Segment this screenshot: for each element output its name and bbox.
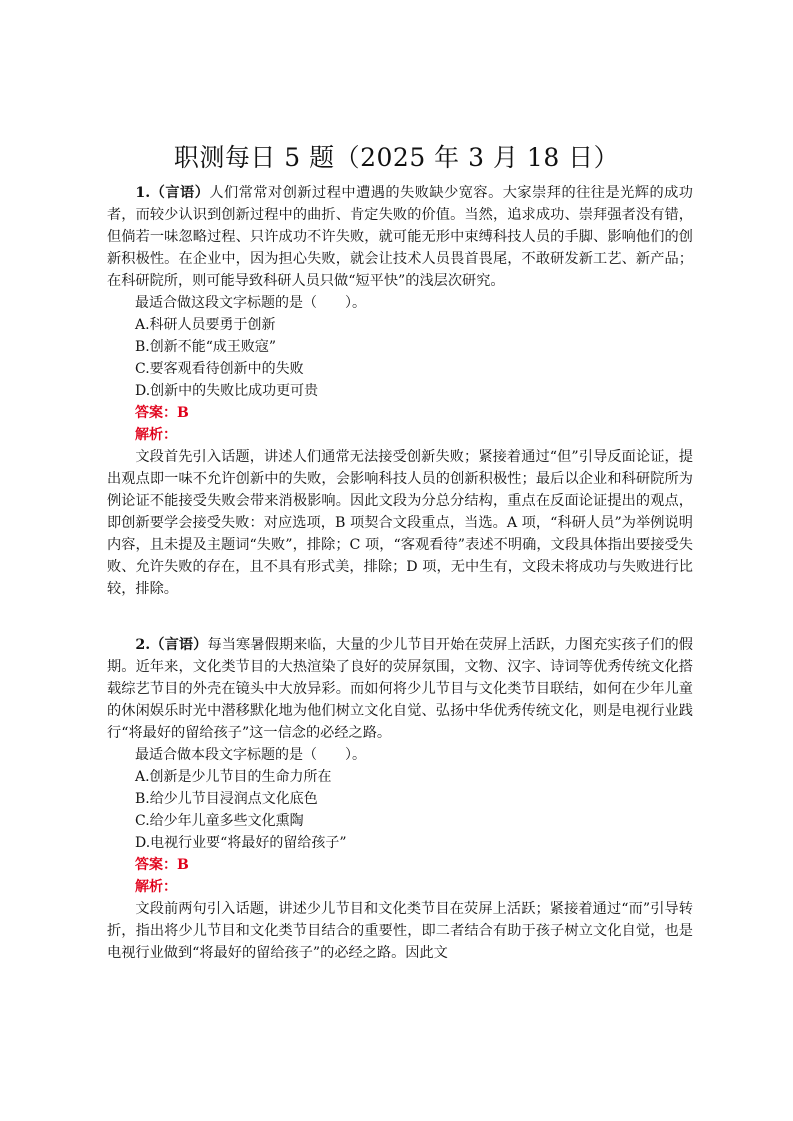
analysis-text: 文段首先引入话题，讲述人们通常无法接受创新失败；紧接着通过“但”引导反面论证，提出观点即一味不允许创新中的失败，会影响科技人员的创新积极性；最后以企业和科研院所为例论证不能接受失败会带来消极影响。因此文段为分总分结构，重点在反面论证提出的观点，即创新要学会接受失败：对应选项，B 项契合文段重点，当选。A 项，“科研人员”为举例说明内容，且未提及主题词“失败”，排除；C 项，“客观看待”表述不明确，文段具体指出要接受失败、允许失败的存在，且不具有形式美，排除；D 项，无中生有，文段未将成功与失败进行比较，排除。 <box>107 449 693 597</box>
question-1 <box>107 182 693 600</box>
stem-text: 每当寒暑假期来临，大量的少儿节目开始在荧屏上活跃，力图充实孩子们的假期。近年来，文化类节目的大热渲染了良好的荧屏氛围，文物、汉字、诗词等优秀传统文化搭载综艺节目的外壳在镜头中大放异彩。而如何将少儿节目与文化类节目联结，如何在少年儿童的休闲娱乐时光中潜移默化地为他们树立文化自觉、弘扬中华优秀传统文化，则是电视行业践行“将最好的留给孩子”这一信念的必经之路。 <box>107 637 693 741</box>
question-prompt: 最适合做本段文字标题的是（ ）。 <box>135 747 366 763</box>
option-c: C.给少年儿童多些文化熏陶 <box>135 813 304 829</box>
analysis-text: 文段前两句引入话题，讲述少儿节目和文化类节目在荧屏上活跃；紧接着通过“而”引导转折，指出将少儿节目和文化类节目结合的重要性，即二者结合有助于孩子树立文化自觉，也是电视行业做到“将最好的留给孩子”的必经之路。因此文 <box>107 901 693 961</box>
option-a: A.创新是少儿节目的生命力所在 <box>135 769 332 785</box>
analysis-label: 解析： <box>135 879 177 895</box>
option-c: C.要客观看待创新中的失败 <box>135 361 304 377</box>
answer-label: 答案：B <box>135 857 189 873</box>
option-b: B.给少儿节目浸润点文化底色 <box>135 791 318 807</box>
analysis-label: 解析： <box>135 427 177 443</box>
question-number: 2. <box>135 637 151 653</box>
question-stem <box>107 634 693 744</box>
page-title: 职测每日 5 题（2025 年 3 月 18 日） <box>173 143 620 172</box>
option-a: A.科研人员要勇于创新 <box>135 317 276 333</box>
option-d: D.创新中的失败比成功更可贵 <box>135 383 319 399</box>
question-tag: （言语） <box>150 185 210 201</box>
stem-text: 人们常常对创新过程中遭遇的失败缺少宽容。大家崇拜的往往是光辉的成功者，而较少认识到创新过程中的曲折、肯定失败的价值。当然，追求成功、崇拜强者没有错，但倘若一味忽略过程、只许成功不许失败，就可能无形中束缚科技人员的手脚、影响他们的创新积极性。在企业中，因为担心失败，就会让技术人员畏首畏尾，不敢研发新工艺、新产品；在科研院所，则可能导致科研人员只做“短平快”的浅层次研究。 <box>107 185 693 289</box>
question-2 <box>107 634 693 964</box>
option-d: D.电视行业要“将最好的留给孩子” <box>135 835 347 851</box>
option-b: B.创新不能“成王败寇” <box>135 339 277 355</box>
question-stem <box>107 182 693 292</box>
answer-label: 答案：B <box>135 405 189 421</box>
question-number: 1. <box>135 185 151 201</box>
question-prompt: 最适合做这段文字标题的是（ ）。 <box>135 295 366 311</box>
question-tag: （言语） <box>150 637 208 653</box>
